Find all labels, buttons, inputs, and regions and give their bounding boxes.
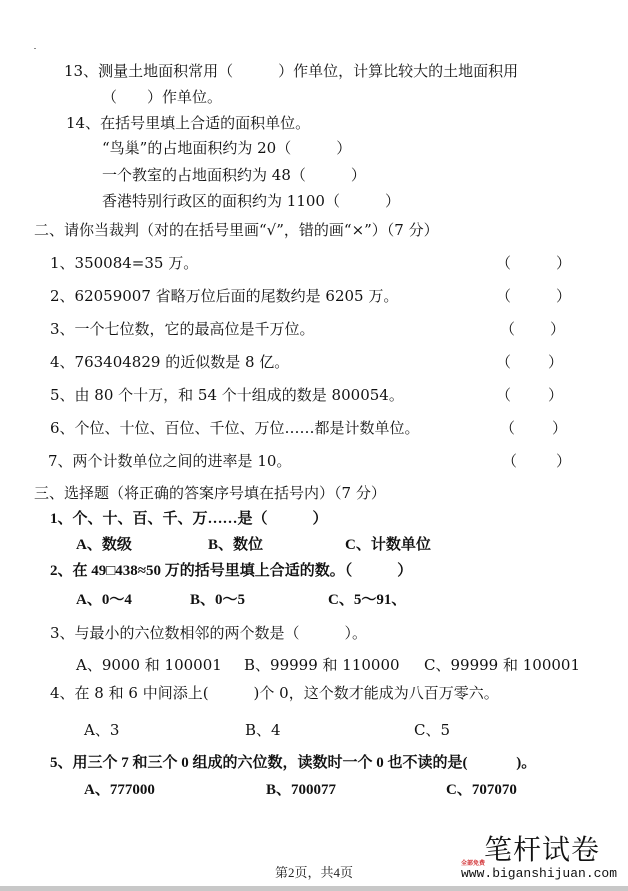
choice-q5-option-c[interactable]: C、707070 [446,782,517,798]
watermark-url: www.biganshijuan.com [461,866,618,881]
choice-q2-stem: 2、在 49□438≈50 万的括号里填上合适的数。（ ） [50,563,413,579]
choice-q1-stem: 1、个、十、百、千、万……是（ ） [50,511,328,527]
choice-q1-option-b[interactable]: B、数位 [208,537,264,553]
choice-q4-option-b[interactable]: B、4 [245,721,281,739]
choice-q2-option-c[interactable]: C、5～91、 [328,592,407,608]
judge-item-6: 6、个位、十位、百位、千位、万位……都是计数单位。 [50,419,420,437]
judge-answer-close-2: ） [556,287,572,305]
judge-item-3: 3、一个七位数，它的最高位是千万位。 [50,320,315,338]
watermark-badge: 全部免费 [461,860,486,867]
choice-q2-option-b[interactable]: B、0～5 [190,592,246,608]
choice-q4-stem: 4、在 8 和 6 中间添上( )个 0，这个数才能成为八百万零六。 [50,684,499,702]
choice-q5-option-b[interactable]: B、700077 [266,782,337,798]
judge-answer-close-7: ） [556,452,572,470]
choice-q3-option-a[interactable]: A、9000 和 100001 [76,656,222,674]
choice-q5-stem: 5、用三个 7 和三个 0 组成的六位数，读数时一个 0 也不读的是( )。 [50,755,537,771]
scan-speck [34,48,36,49]
judge-answer-close-4: ） [548,353,564,371]
judge-item-5: 5、由 80 个十万，和 54 个十组成的数是 800054。 [50,386,404,404]
judge-answer-close-3: ） [550,320,566,338]
watermark-title: 笔杆试卷 [484,833,601,866]
judge-answer-open-7[interactable]: （ [502,452,518,470]
choice-q1-option-a[interactable]: A、数级 [76,537,132,553]
q13-line2: （ ）作单位。 [102,88,223,106]
choice-q4-option-a[interactable]: A、3 [84,721,120,739]
page-indicator: 第2页，共4页 [274,865,353,880]
q14-item-hongkong: 香港特别行政区的面积约为 1100（ ） [102,192,400,210]
judge-item-1: 1、350084=35 万。 [50,254,199,272]
judge-answer-open-5[interactable]: （ [496,386,512,404]
q14-item-classroom: 一个教室的占地面积约为 48（ ） [102,166,366,184]
judge-item-7: 7、两个计数单位之间的进率是 10。 [48,452,292,470]
judge-answer-close-1: ） [556,254,572,272]
judge-answer-open-1[interactable]: （ [496,254,512,272]
choice-q5-option-a[interactable]: A、777000 [84,782,155,798]
choice-q4-option-c[interactable]: C、5 [414,721,451,739]
q14-item-birdnest: “鸟巢”的占地面积约为 20（ ） [102,139,352,157]
judge-answer-open-2[interactable]: （ [496,287,512,305]
bottom-scroll-edge [0,886,628,891]
judge-item-4: 4、763404829 的近似数是 8 亿。 [50,353,290,371]
q14-title: 14、在括号里填上合适的面积单位。 [66,114,311,132]
choice-q1-option-c[interactable]: C、计数单位 [345,537,431,553]
choice-q3-option-b[interactable]: B、99999 和 110000 [244,656,400,674]
section3-heading: 三、选择题（将正确的答案序号填在括号内）（7 分） [34,484,386,502]
q13-line1: 13、测量土地面积常用（ ）作单位，计算比较大的土地面积用 [64,62,519,80]
choice-q3-stem: 3、与最小的六位数相邻的两个数是（ ）。 [50,624,368,642]
choice-q3-option-c[interactable]: C、99999 和 100001 [424,656,580,674]
judge-answer-close-6: ） [552,419,568,437]
judge-item-2: 2、62059007 省略万位后面的尾数约是 6205 万。 [50,287,399,305]
judge-answer-close-5: ） [548,386,564,404]
judge-answer-open-3[interactable]: （ [500,320,516,338]
judge-answer-open-6[interactable]: （ [500,419,516,437]
judge-answer-open-4[interactable]: （ [496,353,512,371]
section2-heading: 二、请你当裁判（对的在括号里画“√”，错的画“×”）（7 分） [34,221,439,239]
choice-q2-option-a[interactable]: A、0～4 [76,592,132,608]
